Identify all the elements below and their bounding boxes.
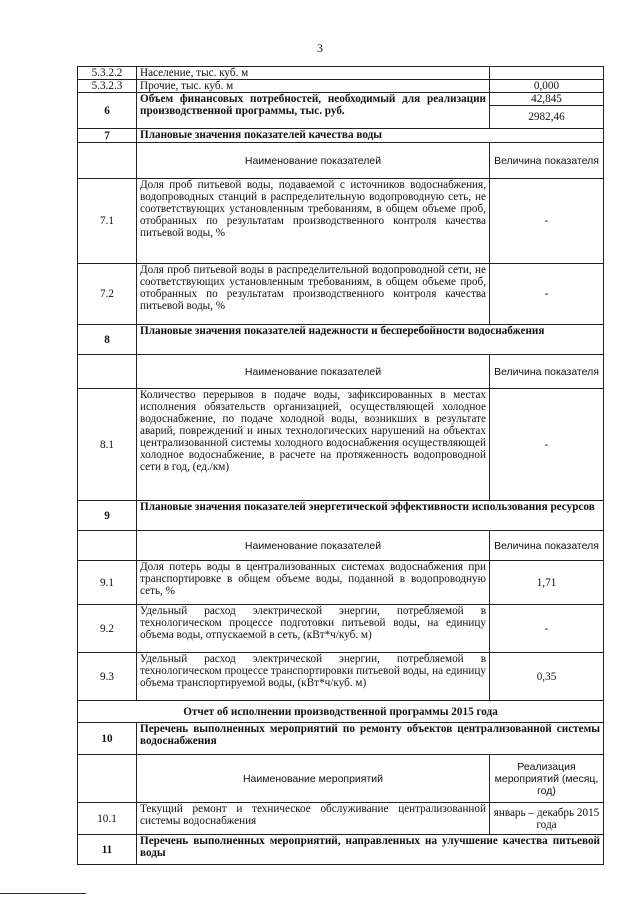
row-value: -	[490, 179, 604, 264]
row-text: Доля проб питьевой воды, подаваемой с источников водоснабжения, водопроводных станций в распределительную водопроводную сеть, не соответствующих установленным требованиям, в общем объеме проб, отобранных по результатам производственного контроля качества питьевой воды, %	[137, 179, 490, 264]
section-title: Плановые значения показателей надежности и бесперебойности водоснабжения	[137, 325, 604, 355]
row-number: 5.3.2.3	[78, 80, 137, 93]
footnote-divider	[0, 893, 86, 894]
section-number: 8	[78, 325, 137, 355]
column-header-value: Величина показателя	[490, 143, 604, 179]
row-number: 9.3	[78, 653, 137, 701]
empty-cell	[78, 355, 137, 389]
row-value-cell	[490, 93, 604, 129]
table-header-row	[78, 755, 604, 803]
column-header-name: Наименование показателей	[137, 143, 490, 179]
table-row	[78, 723, 604, 755]
section-title: Перечень выполненных мероприятий, направленных на улучшение качества питьевой воды	[137, 835, 604, 865]
row-value: январь – декабрь 2015 года	[490, 803, 604, 835]
column-header-value: Величина показателя	[490, 531, 604, 561]
section-number: 7	[78, 129, 137, 143]
row-value-top: 42,845	[490, 93, 603, 106]
row-value: 0,000	[490, 80, 604, 93]
row-value: 2982,46	[528, 111, 565, 123]
row-number: 6	[78, 93, 137, 129]
report-title: Отчет об исполнении производственной программы 2015 года	[78, 701, 604, 723]
row-text: Объем финансовых потребностей, необходимый для реализации производственной программы, тыс. руб.	[137, 93, 490, 129]
table-row	[78, 93, 604, 129]
row-value	[490, 67, 604, 80]
table-header-row	[78, 355, 604, 389]
section-title: Перечень выполненных мероприятий по ремонту объектов централизованной системы водоснабжения	[137, 723, 604, 755]
column-header-name: Наименование мероприятий	[137, 755, 490, 803]
row-value: 0,35	[490, 653, 604, 701]
table-header-row	[78, 531, 604, 561]
section-title: Плановые значения показателей энергетической эффективности использования ресурсов	[137, 501, 604, 531]
row-number: 8.1	[78, 389, 137, 501]
table-row	[78, 389, 604, 501]
table-row	[78, 67, 604, 80]
row-value: -	[490, 389, 604, 501]
table-row	[78, 605, 604, 653]
empty-cell	[78, 755, 137, 803]
section-number: 10	[78, 723, 137, 755]
table-row	[78, 803, 604, 835]
table-row	[78, 264, 604, 325]
table-row	[78, 325, 604, 355]
section-number: 11	[78, 835, 137, 865]
row-text: Доля проб питьевой воды в распределительной водопроводной сети, не соответствующих установленным требованиям, в общем объеме проб, отобранных по результатам производственного контроля качества питьевой воды, %	[137, 264, 490, 325]
page-number: 3	[317, 41, 323, 55]
row-text: Население, тыс. куб. м	[137, 67, 490, 80]
row-text: Текущий ремонт и техническое обслуживание централизованной системы водоснабжения	[137, 803, 490, 835]
row-text: Количество перерывов в подаче воды, зафиксированных в местах исполнения обязательств организацией, осуществляющей холодное водоснабжение, по подаче холодной воды, возникших в результате аварий, повреждений и иных технологических нарушений на объектах централизованной системы холодного водоснабжения осуществляющей холодное водоснабжение, в расчете на протяженность водопроводной сети в год, (ед./км)	[137, 389, 490, 501]
row-number: 7.1	[78, 179, 137, 264]
column-header-name: Наименование показателей	[137, 531, 490, 561]
row-text: Доля потерь воды в централизованных системах водоснабжения при транспортировке в общем объеме воды, поданной в водопроводную сеть, %	[137, 561, 490, 605]
row-text: Прочие, тыс. куб. м	[137, 80, 490, 93]
section-number: 9	[78, 501, 137, 531]
empty-cell	[78, 143, 137, 179]
table-row	[78, 501, 604, 531]
row-number: 9.1	[78, 561, 137, 605]
table-row	[78, 129, 604, 143]
row-number: 5.3.2.2	[78, 67, 137, 80]
column-header-value: Реализация мероприятий (месяц, год)	[490, 755, 604, 803]
row-value: -	[490, 605, 604, 653]
table-header-row	[78, 143, 604, 179]
section-title: Плановые значения показателей качества воды	[137, 129, 604, 143]
table-row	[78, 80, 604, 93]
row-value: 1,71	[490, 561, 604, 605]
table-row	[78, 561, 604, 605]
table-row	[78, 701, 604, 723]
table-row	[78, 653, 604, 701]
column-header-value: Величина показателя	[490, 355, 604, 389]
row-value: -	[490, 264, 604, 325]
empty-cell	[78, 531, 137, 561]
row-number: 9.2	[78, 605, 137, 653]
row-number: 10.1	[78, 803, 137, 835]
table-row	[78, 835, 604, 865]
row-text: Удельный расход электрической энергии, потребляемой в технологическом процессе транспортировки питьевой воды, на единицу объема транспортируемой воды, (кВт*ч/куб. м)	[137, 653, 490, 701]
column-header-name: Наименование показателей	[137, 355, 490, 389]
row-number: 7.2	[78, 264, 137, 325]
table-row	[78, 179, 604, 264]
program-table	[77, 66, 604, 865]
row-text: Удельный расход электрической энергии, потребляемой в технологическом процессе подготовки питьевой воды, на единицу объема воды, отпускаемой в сеть, (кВт*ч/куб. м)	[137, 605, 490, 653]
